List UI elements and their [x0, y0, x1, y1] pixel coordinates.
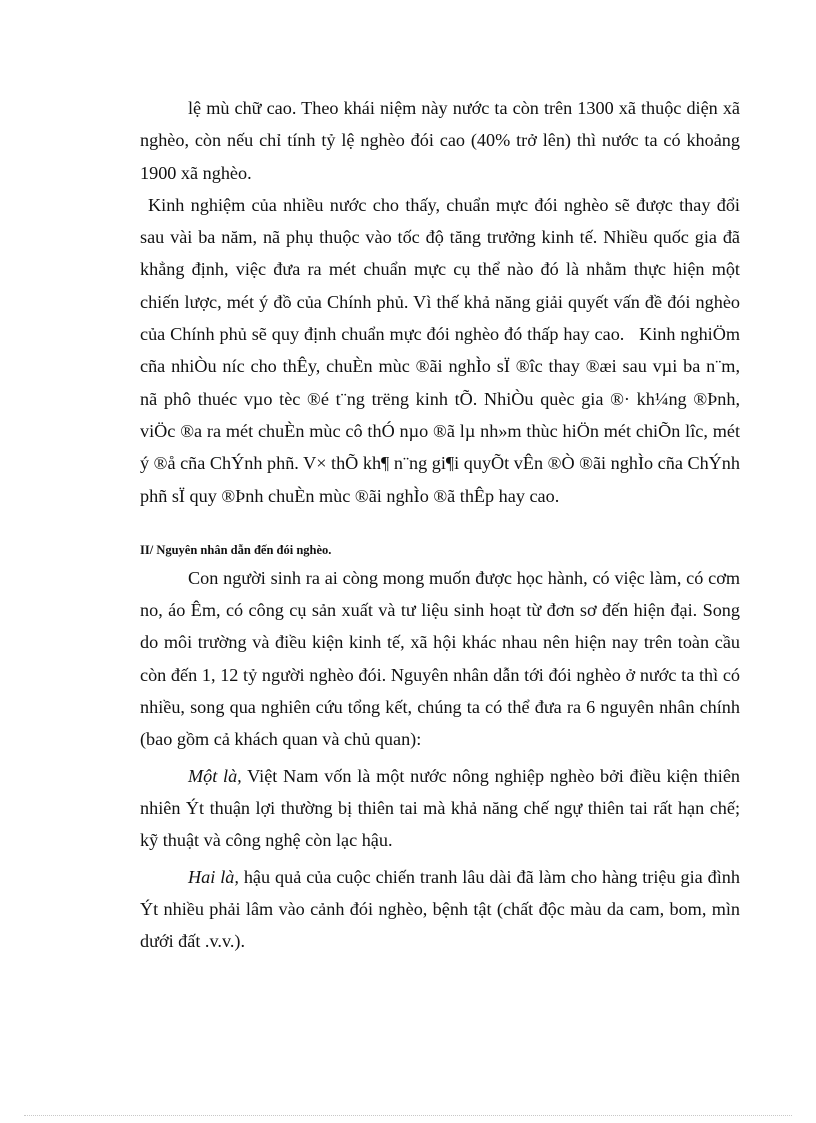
paragraph-experience-text: Kinh nghiệm của nhiều nước cho thấy, chuẩn mực đói nghèo sẽ được thay đổi sau vài ba năm, nã phụ thuộc vào tốc độ tăng trưởng kinh tế. Nhiều quốc gia đã khẳng định, việc đưa ra mét chuẩn mực cụ thể nào đó là nhằm thực hiện một chiến lược, mét ý đồ của Chính phủ. Vì thế khả năng giải quyết vấn đề đói nghèo của Chính phủ sẽ quy định chuẩn mực đói nghèo đó thấp hay cao.: [140, 194, 740, 345]
paragraph-experience: [140, 189, 740, 512]
section-heading: II/ Nguyên nhân dẫn đến đói nghèo.: [140, 542, 332, 557]
paragraph-cause-one: [140, 760, 740, 857]
cause-two-text: hậu quả của cuộc chiến tranh lâu dài đã làm cho hàng triệu gia đình Ýt nhiều phải lâm vào cảnh đói nghèo, bệnh tật (chất độc màu da cam, bom, mìn dưới đất .v.v.).: [140, 866, 740, 952]
paragraph-garbled-text: Kinh nghiÖm cña nhiÒu níc cho thÊy, chuÈn mùc ®ãi nghÌo sÏ ®îc thay ®æi sau vµi ba n¨m, nã phô thuéc vµo tèc ®é t¨ng trëng kinh tÕ. NhiÒu quèc gia ®· kh¼ng ®Þnh, viÖc ®a ra mét chuÈn mùc cô thÓ nµo ®ã lµ nh»m thùc hiÖn mét chiÕn lîc, mét ý ®å cña ChÝnh phñ. V× thÕ kh¶ n¨ng gi¶i quyÕt vÊn ®Ò ®ãi nghÌo cña ChÝnh phñ sÏ quy ®Þnh chuÈn mùc ®ãi nghÌo ®ã thÊp hay cao.: [140, 324, 740, 506]
cause-one-label: Một là,: [188, 765, 242, 786]
paragraph-continuation: lệ mù chữ cao. Theo khái niệm này nước ta còn trên 1300 xã thuộc diện xã nghèo, còn nếu chỉ tính tỷ lệ nghèo đói cao (40% trở lên) thì nước ta có khoảng 1900 xã nghèo.: [140, 98, 740, 183]
document-body: [140, 92, 740, 957]
cause-one-text: Việt Nam vốn là một nước nông nghiệp nghèo bởi điều kiện thiên nhiên Ýt thuận lợi thường bị thiên tai mà khả năng chế ngự thiên tai rất hạn chế; kỹ thuật và công nghệ còn lạc hậu.: [140, 765, 740, 851]
paragraph-cause-two: [140, 861, 740, 958]
page-bottom-divider: [24, 1115, 792, 1116]
paragraph-causes: Con người sinh ra ai còng mong muốn được học hành, có việc làm, có cơm no, áo Êm, có công cụ sản xuất và tư liệu sinh hoạt từ đơn sơ đến hiện đại. Song do môi trường và điều kiện kinh tế, xã hội khác nhau nên hiện nay trên toàn cầu còn đến 1, 12 tỷ người nghèo đói. Nguyên nhân dẫn tới đói nghèo ở nước ta thì có nhiều, song qua nghiên cứu tổng kết, chúng ta có thể đưa ra 6 nguyên nhân chính (bao gồm cả khách quan và chủ quan):: [140, 567, 740, 750]
cause-two-label: Hai là,: [188, 866, 239, 887]
